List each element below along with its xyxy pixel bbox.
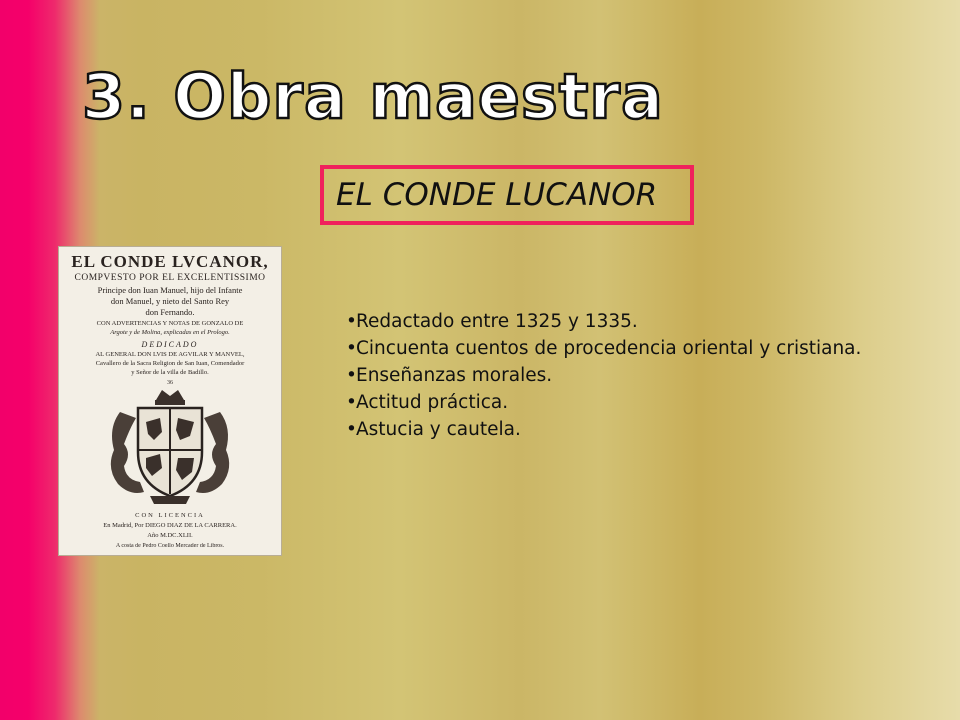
cover-line: CON ADVERTENCIAS Y NOTAS DE GONZALO DE: [96, 320, 244, 327]
cover-line: Principe don Iuan Manuel, hijo del Infante: [97, 285, 243, 295]
bullet-icon: •: [346, 311, 357, 332]
cover-line: y Señor de la villa de Badillo.: [131, 369, 209, 376]
list-item-text: Actitud práctica.: [356, 392, 509, 413]
slide-title: [80, 50, 664, 140]
list-item: [346, 335, 876, 362]
list-item: [346, 362, 876, 389]
book-cover-page: [58, 246, 282, 556]
list-item: [346, 389, 876, 416]
list-item-text: Cincuenta cuentos de procedencia oriental y cristiana.: [356, 338, 862, 359]
bullet-icon: •: [346, 365, 357, 386]
cover-line: EL CONDE LVCANOR,: [71, 252, 269, 271]
cover-line: Cavallero de la Sacra Religion de San Iuan, Comendador: [95, 360, 245, 367]
cover-line: don Fernando.: [145, 307, 195, 317]
cover-line: AL GENERAL DON LVIS DE AGVILAR Y MANVEL,: [95, 351, 245, 358]
cover-line: COMPVESTO POR EL EXCELENTISSIMO: [74, 273, 266, 283]
coat-of-arms-icon: [100, 388, 240, 506]
cover-line: A costa de Pedro Coello Mercader de Libros.: [115, 543, 225, 549]
list-item-text: Redactado entre 1325 y 1335.: [356, 311, 638, 332]
book-cover-image: [58, 246, 282, 556]
bullet-icon: •: [346, 392, 357, 413]
cover-line: Argote y de Molina, explicadas en el Prologo.: [110, 329, 230, 336]
bullet-icon: •: [346, 338, 357, 359]
list-item: [346, 308, 876, 335]
slide-title-text: 3. Obra maestra: [82, 60, 664, 133]
bullet-icon: •: [346, 419, 357, 440]
cover-line: Año M.DC.XLII.: [147, 532, 193, 539]
cover-line: CON LICENCIA: [135, 512, 205, 519]
list-item: [346, 416, 876, 443]
subtitle-box: [320, 165, 694, 225]
cover-line: don Manuel, y nieto del Santo Rey: [110, 296, 230, 306]
list-item-text: Astucia y cautela.: [356, 419, 521, 440]
cover-line: En Madrid, Por DIEGO DIAZ DE LA CARRERA.: [103, 522, 237, 529]
cover-line: DEDICADO: [141, 340, 199, 349]
subtitle-text: EL CONDE LUCANOR: [336, 177, 658, 213]
cover-line: 36: [167, 380, 173, 386]
bullet-list: [346, 308, 876, 443]
list-item-text: Enseñanzas morales.: [356, 365, 553, 386]
